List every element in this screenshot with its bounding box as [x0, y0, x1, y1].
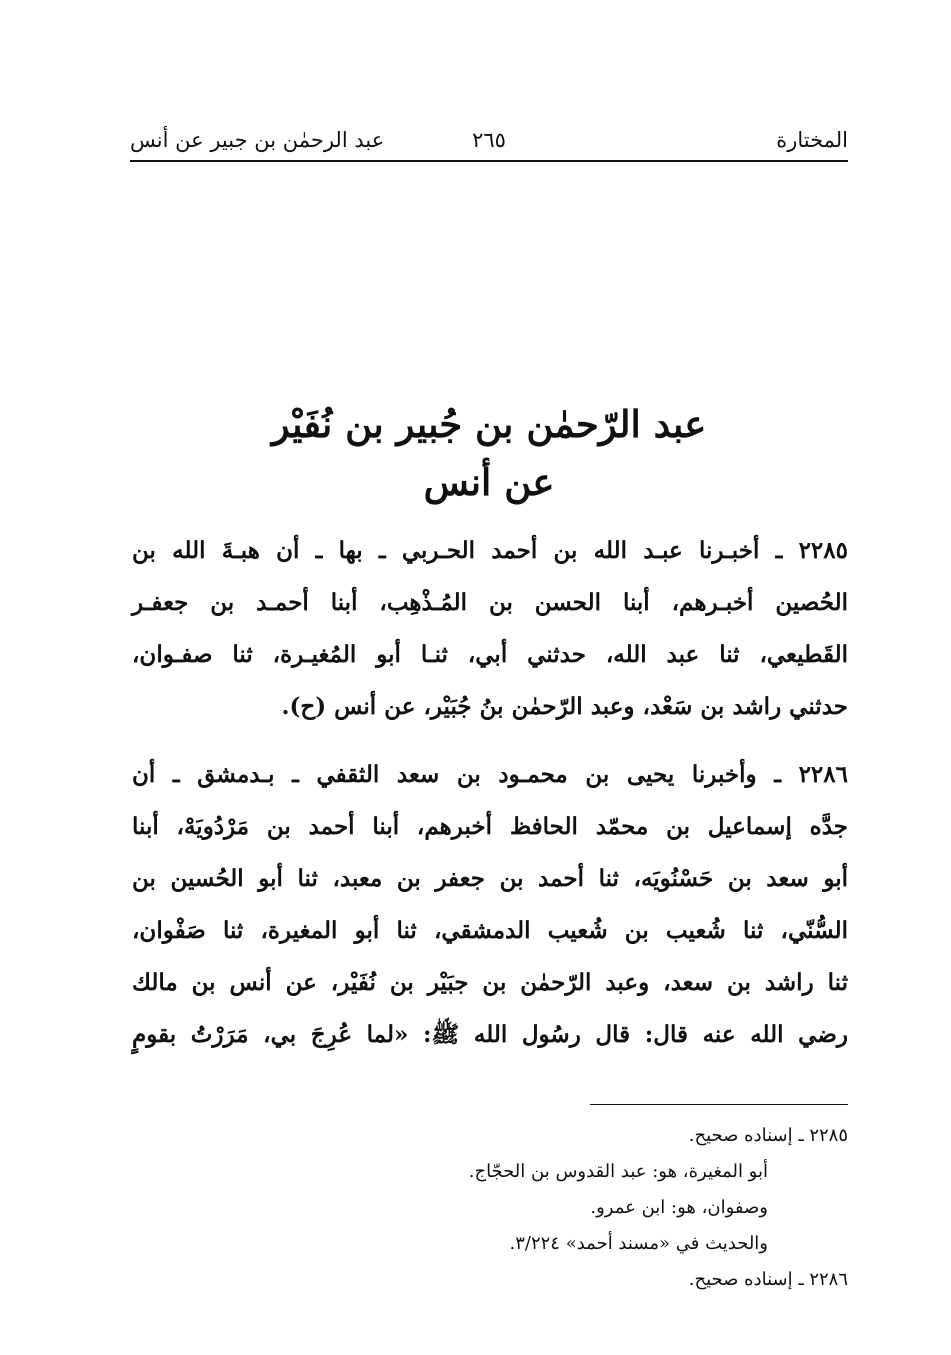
text-line: الحُصين أخبـرهم، أبنا الحسن بن المُـذْهِب، أبنا أحمـد بن جعفـر	[132, 589, 848, 616]
running-header	[130, 122, 848, 162]
main-text	[132, 525, 848, 1077]
text-line: ٢٢٨٥ ـ أخبـرنا عبـد الله بن أحمد الحـربي ـ بها ـ أن هبـةَ الله بن	[132, 537, 848, 564]
header-section-title: عبد الرحمٰن بن جبير عن أنس	[130, 128, 385, 152]
text-line: أبو سعد بن حَسْنُويَه، ثنا أحمد بن جعفر بن معبد، ثنا أبو الحُسين بن	[132, 865, 848, 892]
footnote-divider	[590, 1104, 848, 1105]
chapter-title	[130, 395, 848, 511]
footnote-line: ٢٢٨٦ ـ إسناده صحيح.	[688, 1269, 848, 1290]
header-book-title: المختارة	[776, 128, 848, 152]
hadith-paragraph	[132, 749, 848, 1061]
text-line: القَطيعي، ثنا عبد الله، حدثني أبي، ثنـا أبو المُغيـرة، ثنا صفـوان،	[132, 641, 848, 668]
footnote-line: والحديث في «مسند أحمد» ٣/٢٢٤.	[509, 1233, 768, 1254]
chapter-title-line: عن أنس	[423, 460, 555, 504]
page-number: ٢٦٥	[472, 128, 506, 152]
text-line: ثنا راشد بن سعد، وعبد الرّحمٰن بن جبَيْر بن نُفَيْر، عن أنس بن مالك	[132, 969, 848, 996]
footnotes	[130, 1118, 848, 1298]
text-line: ٢٢٨٦ ـ وأخبرنا يحيى بن محمـود بن سعد الثقفي ـ بـدمشق ـ أن	[132, 761, 848, 788]
text-line: حدثني راشد بن سَعْد، وعبد الرّحمٰن بنُ جُبَيْر، عن أنس (ح).	[281, 693, 848, 720]
text-line: رضي الله عنه قال: قال رسُول الله ﷺ: «لما عُرِجَ بي، مَرَرْتُ بقومٍ	[132, 1021, 848, 1048]
footnote-line: أبو المغيرة، هو: عبد القدوس بن الحجّاج.	[468, 1161, 768, 1182]
footnote-line: ٢٢٨٥ ـ إسناده صحيح.	[688, 1125, 848, 1146]
text-line: جدَّه إسماعيل بن محمّد الحافظ أخبرهم، أبنا أحمد بن مَرْدُويَهْ، أبنا	[132, 813, 848, 840]
footnote-line: وصفوان، هو: ابن عمرو.	[590, 1197, 768, 1218]
hadith-paragraph	[132, 525, 848, 733]
header-divider	[130, 160, 848, 162]
text-line: السُّنّي، ثنا شُعيب بن شُعيب الدمشقي، ثنا أبو المغيرة، ثنا صَفْوان،	[132, 917, 848, 944]
chapter-title-line: عبد الرّحمٰن بن جُبير بن نُفَيْر	[271, 402, 707, 446]
